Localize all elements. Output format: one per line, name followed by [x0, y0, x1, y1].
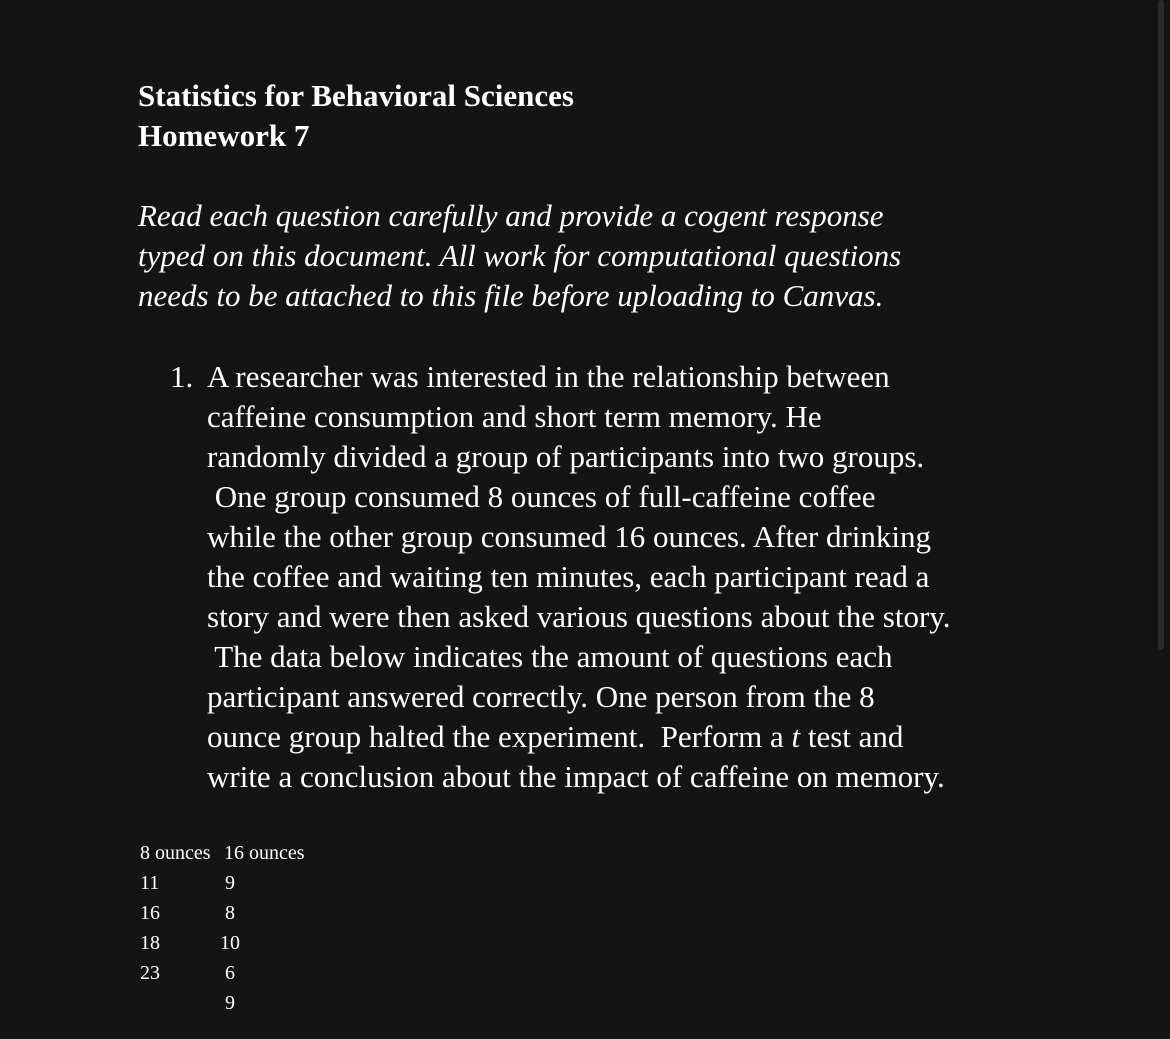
- instructions-line: needs to be attached to this file before uploading to Canvas.: [138, 278, 884, 313]
- table-cell: 11: [140, 872, 160, 894]
- table-cell: 9: [225, 992, 235, 1014]
- question-line: [207, 717, 1067, 757]
- table-cell: 6: [225, 962, 235, 984]
- scrollbar[interactable]: [1158, 0, 1164, 650]
- question-line: story and were then asked various questions about the story.: [207, 599, 951, 634]
- question-line: A researcher was interested in the relationship between: [207, 359, 890, 394]
- t-symbol: t: [791, 719, 801, 754]
- instructions-line: typed on this document. All work for computational questions: [138, 238, 902, 273]
- table-cell: 23: [140, 962, 160, 984]
- question-line: participant answered correctly. One person from the 8: [207, 679, 875, 714]
- instructions-paragraph: [138, 196, 1038, 316]
- course-title: Statistics for Behavioral Sciences: [138, 78, 574, 113]
- table-cell: 18: [140, 932, 160, 954]
- table-cell: 16: [140, 902, 160, 924]
- table-cell: 9: [225, 872, 235, 894]
- table-cell: 10: [220, 932, 240, 954]
- question-line: while the other group consumed 16 ounces. After drinking: [207, 519, 932, 554]
- table-cell: 8: [225, 902, 235, 924]
- assignment-title: Homework 7: [138, 118, 310, 153]
- question-line: randomly divided a group of participants into two groups.: [207, 439, 925, 474]
- question-line-segment: ounce group halted the experiment. Perform a: [207, 719, 792, 754]
- question-line-segment: test and: [800, 719, 904, 754]
- question-line: write a conclusion about the impact of caffeine on memory.: [207, 759, 945, 794]
- question-number: 1.: [170, 359, 194, 394]
- question-line: the coffee and waiting ten minutes, each participant read a: [207, 559, 930, 594]
- column-header-16-ounces: 16 ounces: [224, 842, 305, 864]
- question-line: The data below indicates the amount of questions each: [207, 639, 893, 674]
- instructions-line: Read each question carefully and provide a cogent response: [138, 198, 884, 233]
- column-header-8-ounces: 8 ounces: [140, 842, 211, 864]
- question-line: One group consumed 8 ounces of full-caffeine coffee: [207, 479, 876, 514]
- document-header: [138, 76, 574, 156]
- question-text: [207, 357, 1067, 797]
- question-line: caffeine consumption and short term memory. He: [207, 399, 822, 434]
